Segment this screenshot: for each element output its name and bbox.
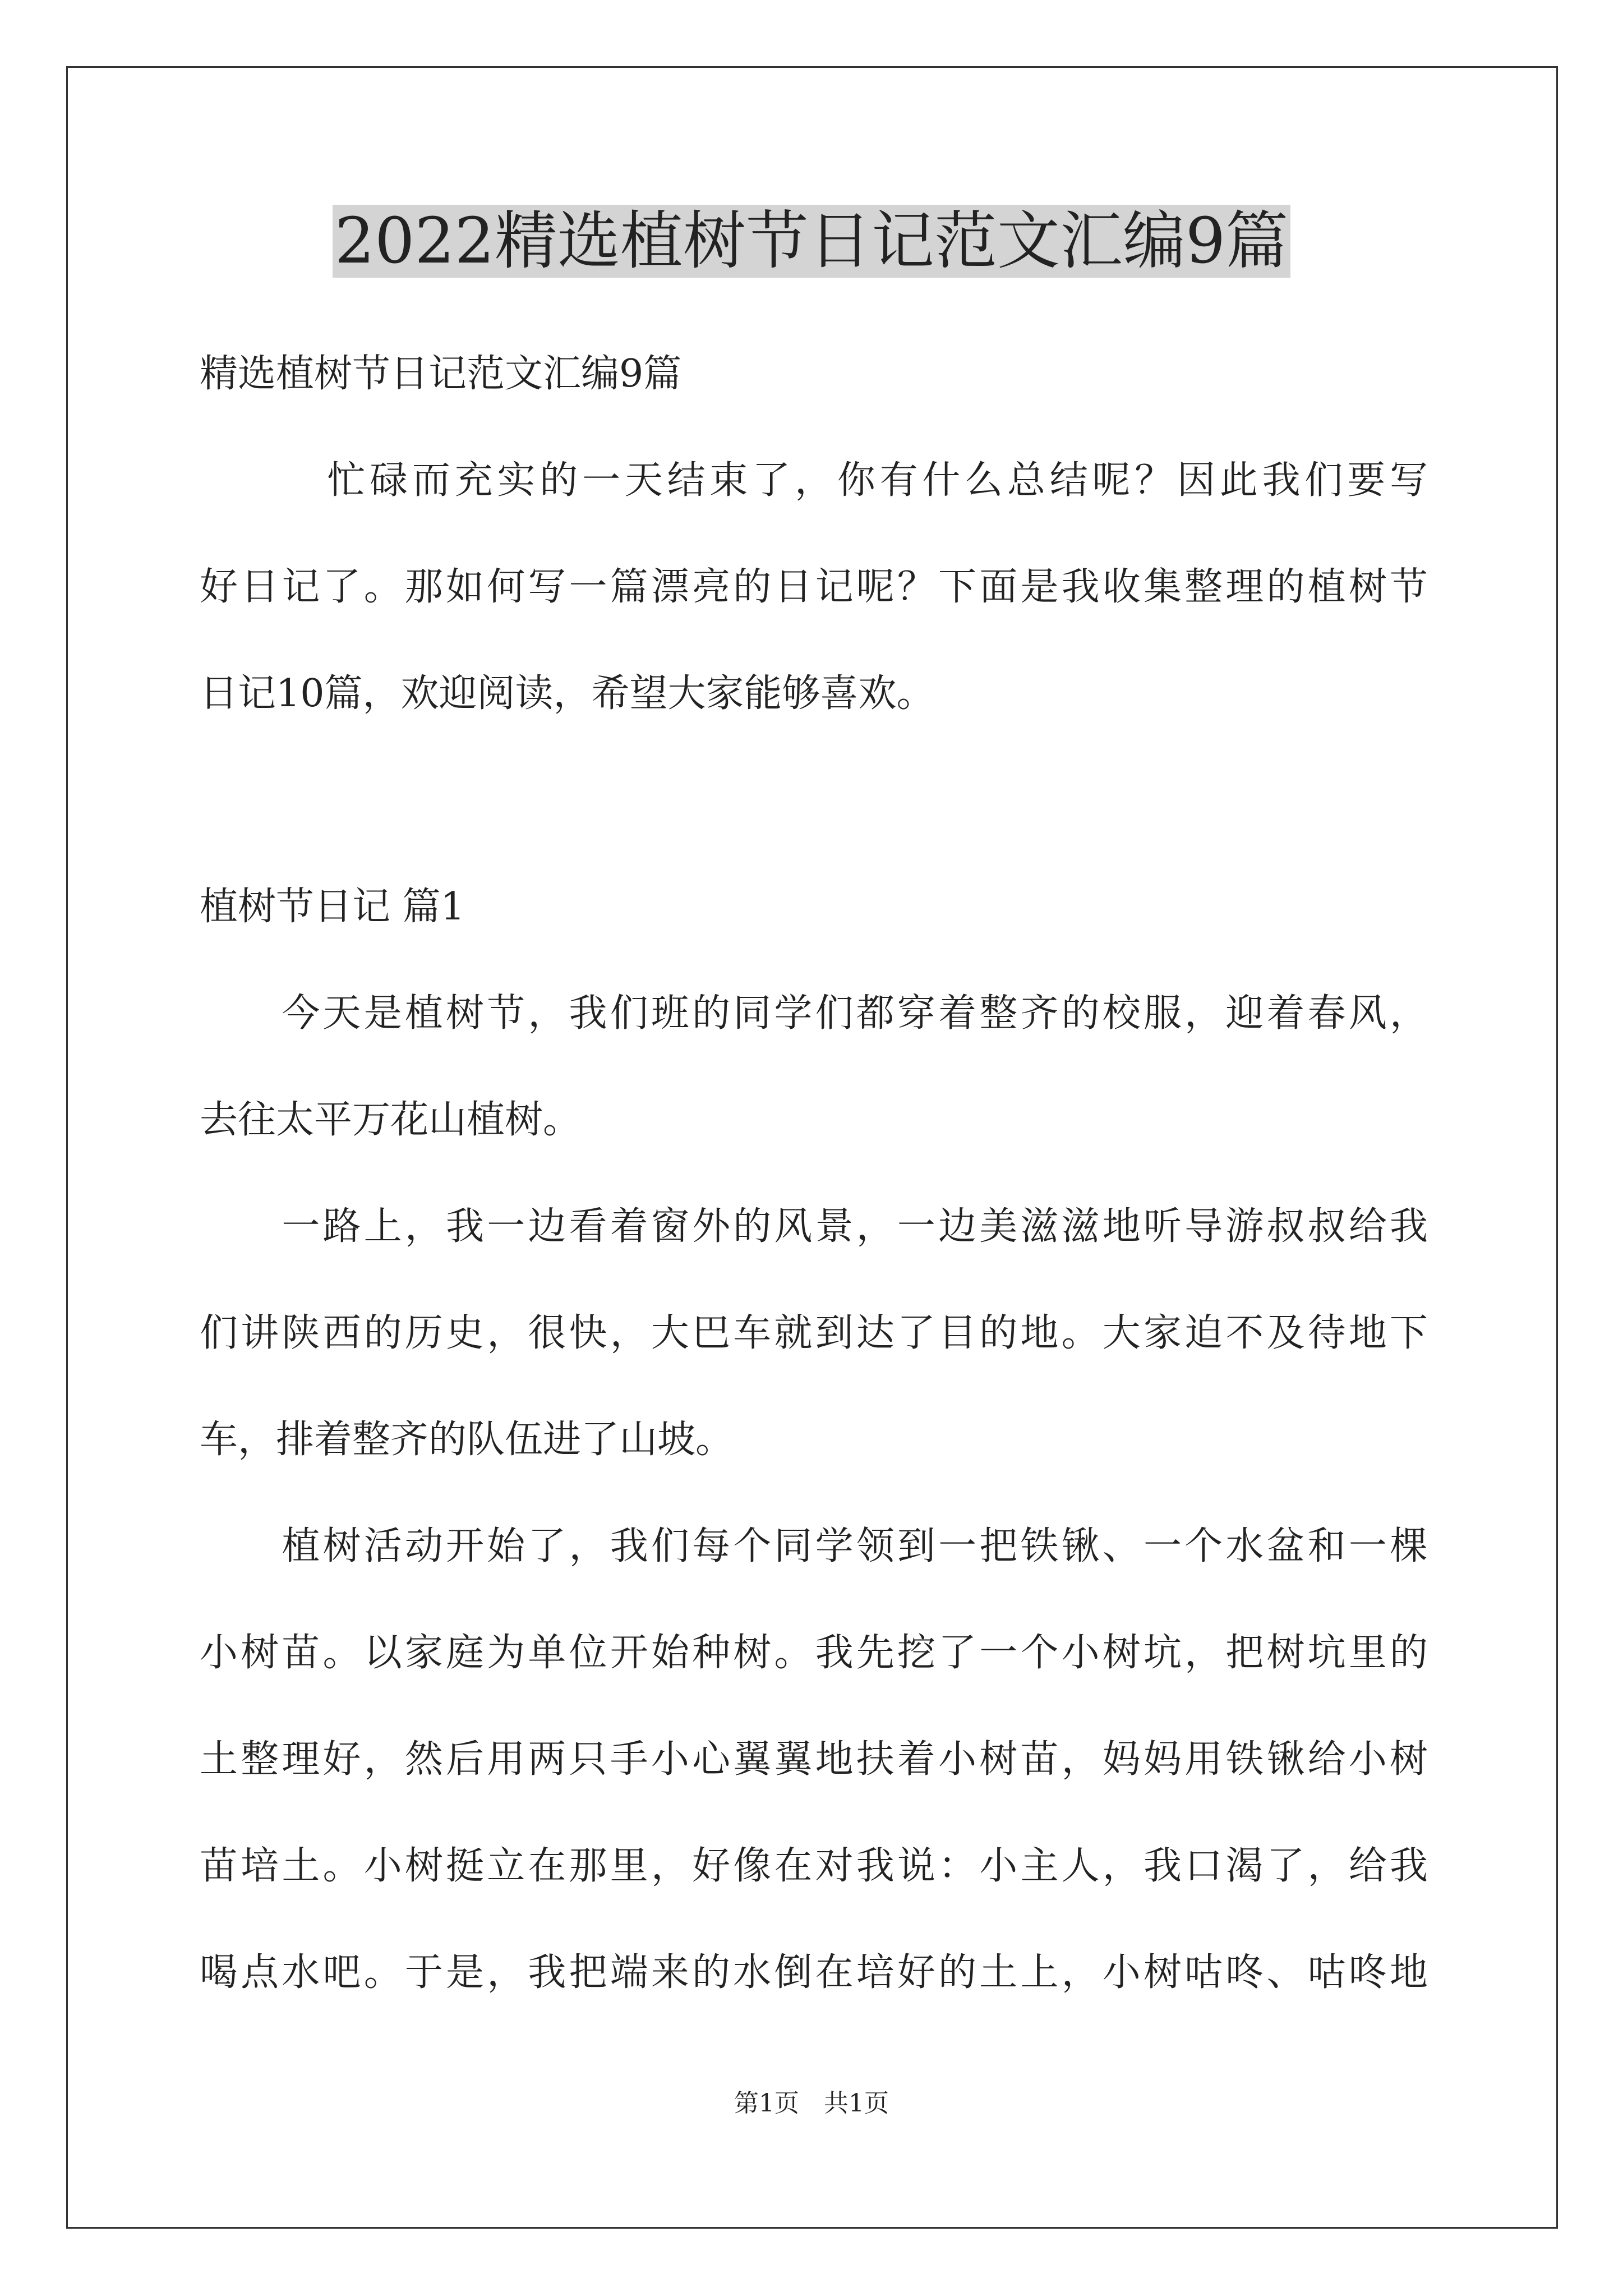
- document-subtitle: 精选植树节日记范文汇编9篇: [200, 352, 682, 396]
- paragraph-line: 土整理好，然后用两只手小心翼翼地扶着小树苗，妈妈用铁锹给小树: [200, 1737, 1428, 1782]
- intro-line: 好日记了。那如何写一篇漂亮的日记呢？下面是我收集整理的植树节: [200, 565, 1428, 609]
- paragraph-line: 车，排着整齐的队伍进了山坡。: [200, 1418, 734, 1462]
- paragraph-line: 喝点水吧。于是，我把端来的水倒在培好的土上，小树咕咚、咕咚地: [200, 1950, 1428, 1995]
- blank-line: [200, 747, 1428, 854]
- intro-line: 日记10篇，欢迎阅读，希望大家能够喜欢。: [200, 671, 935, 716]
- paragraph-1: [200, 960, 1428, 1174]
- paragraph-line: 今天是植树节，我们班的同学们都穿着整齐的校服，迎着春风，: [200, 991, 1428, 1036]
- paragraph-3: [200, 1493, 1428, 2026]
- paragraph-2: [200, 1174, 1428, 1493]
- section-heading: 植树节日记 篇1: [200, 885, 465, 929]
- paragraph-line: 小树苗。以家庭为单位开始种树。我先挖了一个小树坑，把树坑里的: [200, 1631, 1428, 1675]
- paragraph-line: 一路上，我一边看着窗外的风景，一边美滋滋地听导游叔叔给我: [200, 1204, 1428, 1249]
- paragraph-line: 去往太平万花山植树。: [200, 1098, 582, 1142]
- paragraph-line: 们讲陕西的历史，很快，大巴车就到达了目的地。大家迫不及待地下: [200, 1311, 1428, 1355]
- document-title: [0, 202, 1623, 280]
- paragraph-line: 苗培土。小树挺立在那里，好像在对我说：小主人，我口渴了，给我: [200, 1844, 1428, 1888]
- intro-line: 忙碌而充实的一天结束了，你有什么总结呢？因此我们要写: [200, 458, 1428, 503]
- paragraph-line: 植树活动开始了，我们每个同学领到一把铁锹、一个水盆和一棵: [200, 1524, 1428, 1568]
- document-body: [200, 321, 1428, 2026]
- page-footer: 第1页 共1页: [734, 2089, 889, 2118]
- document-title-text: 2022精选植树节日记范文汇编9篇: [333, 205, 1290, 278]
- intro-paragraph: [200, 427, 1428, 747]
